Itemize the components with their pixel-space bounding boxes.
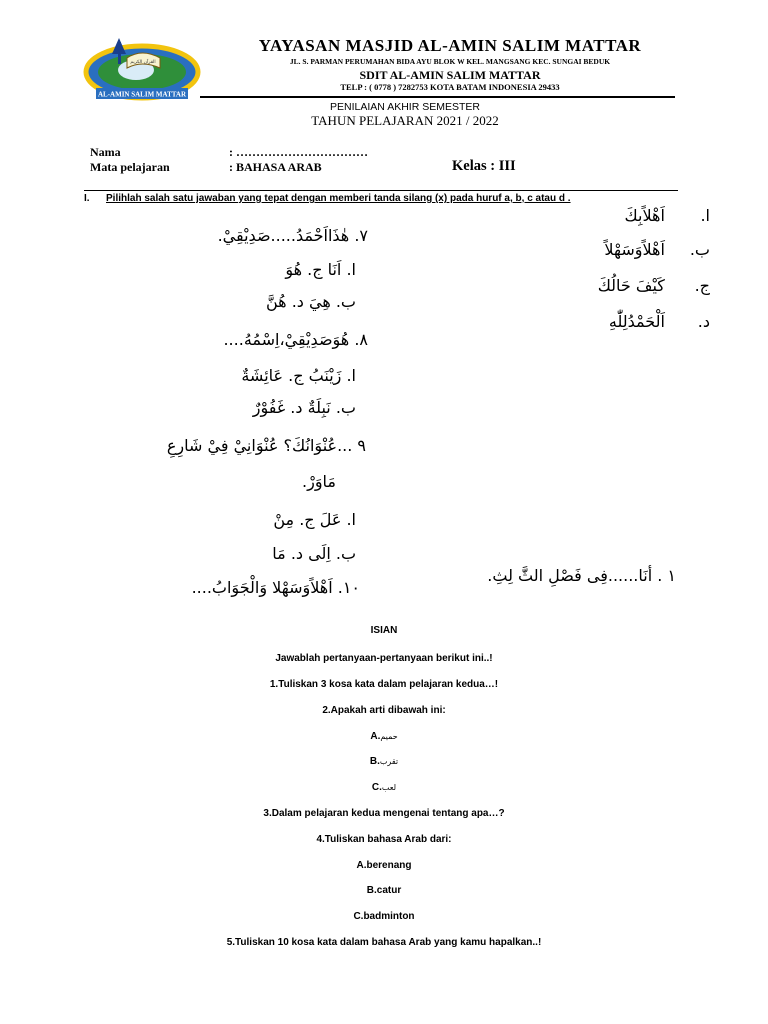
school-phone: TELP : ( 0778 ) 7282753 KOTA BATAM INDONESIA 29433 <box>340 82 560 92</box>
option-letter: د. <box>697 312 710 331</box>
section1-instruction <box>84 193 571 204</box>
subject-label: Mata pelajaran <box>90 160 170 174</box>
school-name: SDIT AL-AMIN SALIM MATTAR <box>359 68 541 82</box>
isian-q2-c <box>0 782 768 793</box>
isian-q2-a <box>0 731 768 742</box>
logo-book-text: القرآن الكريم <box>130 60 156 65</box>
option-text: كَيْفَ حَالُكَ <box>597 276 665 295</box>
isian-intro: Jawablah pertanyaan-pertanyaan berikut ini..! <box>275 653 493 664</box>
option-text: اَهْلاًوَسَهْلاً <box>604 240 665 259</box>
q8-question: ٨. هُوَصَدِيْقِيْ،اِسْمُهُ.... <box>223 330 368 349</box>
option-letter: ا. <box>700 206 710 225</box>
option-letter: ج. <box>694 276 710 295</box>
instruction-text: Pilihlah salah satu jawaban yang tepat dengan memberi tanda silang (x) pada huruf a, b, c atau d . <box>106 193 571 204</box>
q9-question: ٩ ...عُنْوَانُكَ؟ عُنْوَانِيْ فِيْ شَارِعِ <box>166 436 366 455</box>
school-address: JL. S. PARMAN PERUMAHAN BIDA AYU BLOK W KEL. MANGSANG KEC. SUNGAI BEDUK <box>289 57 611 66</box>
section-number: I. <box>84 193 90 204</box>
isian-q1: 1.Tuliskan 3 kosa kata dalam pelajaran kedua…! <box>269 679 499 690</box>
option-text: اَهْلاًبِكَ <box>624 206 665 225</box>
isian-q4-b: B.catur <box>366 885 402 896</box>
isian-title: ISIAN <box>370 625 398 636</box>
option-prefix: B. <box>369 756 380 767</box>
arabic-word: لعب <box>381 783 397 792</box>
isian-q4-c: C.badminton <box>353 911 415 922</box>
subject-value: : BAHASA ARAB <box>229 160 322 174</box>
academic-year: TAHUN PELAJARAN 2021 / 2022 <box>311 113 499 128</box>
q7-options-row1[interactable]: ا. اَنَا ج. هُوَ <box>285 260 356 279</box>
option-text: اَلْحَمْدُلِلّٰهِ <box>608 312 665 331</box>
q9-options-row1[interactable]: ا. عَلَ ج. مِنْ <box>273 510 356 529</box>
isian-q3: 3.Dalam pelajaran kedua mengenai tentang apa…? <box>263 808 505 819</box>
q10-question: ١٠. اَهْلاًوَسَهْلا وَالْجَوَابُ.... <box>191 578 360 597</box>
isian-q4-a: A.berenang <box>356 860 412 871</box>
section-divider <box>84 190 678 191</box>
q1-option-b[interactable] <box>530 240 710 276</box>
class-label: Kelas : III <box>452 158 516 174</box>
arabic-word: تقرب <box>379 757 399 766</box>
option-letter: ب. <box>689 240 710 259</box>
name-label: Nama <box>90 145 121 159</box>
name-field[interactable]: : …………………………… <box>229 145 368 159</box>
isian-q2: 2.Apakah arti dibawah ini: <box>322 705 446 716</box>
q7-question: ٧. هٰذَااَحْمَدُ.....صَدِيْقِيْ. <box>217 226 368 245</box>
option-prefix: A. <box>370 731 381 742</box>
exam-title: PENILAIAN AKHIR SEMESTER <box>330 101 480 113</box>
q9-options-row2[interactable]: ب. اِلَى د. مَا <box>272 544 356 563</box>
isian-q5: 5.Tuliskan 10 kosa kata dalam bahasa Arab yang kamu hapalkan..! <box>226 937 542 948</box>
q9-question-cont: مَاوَرْ. <box>302 472 336 491</box>
school-logo <box>82 34 202 102</box>
option-prefix: C. <box>371 782 382 793</box>
q1-option-d[interactable] <box>530 312 710 346</box>
q7-options-row2[interactable]: ب. هِيَ د. هُنَّ <box>265 292 356 311</box>
logo-caption: AL-AMIN SALIM MATTAR <box>97 90 187 99</box>
isian-q2-b <box>0 756 768 767</box>
q1-question: ١ . أنَا......فِى فَصْلِ الثَّ لِثِ. <box>487 566 676 585</box>
q8-options-row1[interactable]: ا. زَيْنَبُ ج. عَائِشَةٌ <box>241 366 356 385</box>
q1-option-c[interactable] <box>530 276 710 312</box>
q1-options <box>530 206 710 346</box>
isian-q4: 4.Tuliskan bahasa Arab dari: <box>316 834 452 845</box>
header-divider <box>200 96 675 98</box>
arabic-word: حميم <box>380 732 398 741</box>
org-name: YAYASAN MASJID AL-AMIN SALIM MATTAR <box>258 36 642 55</box>
q1-option-a[interactable] <box>530 206 710 240</box>
q8-options-row2[interactable]: ب. نَبِلَةٌ د. غَفُوْرٌ <box>252 398 356 417</box>
